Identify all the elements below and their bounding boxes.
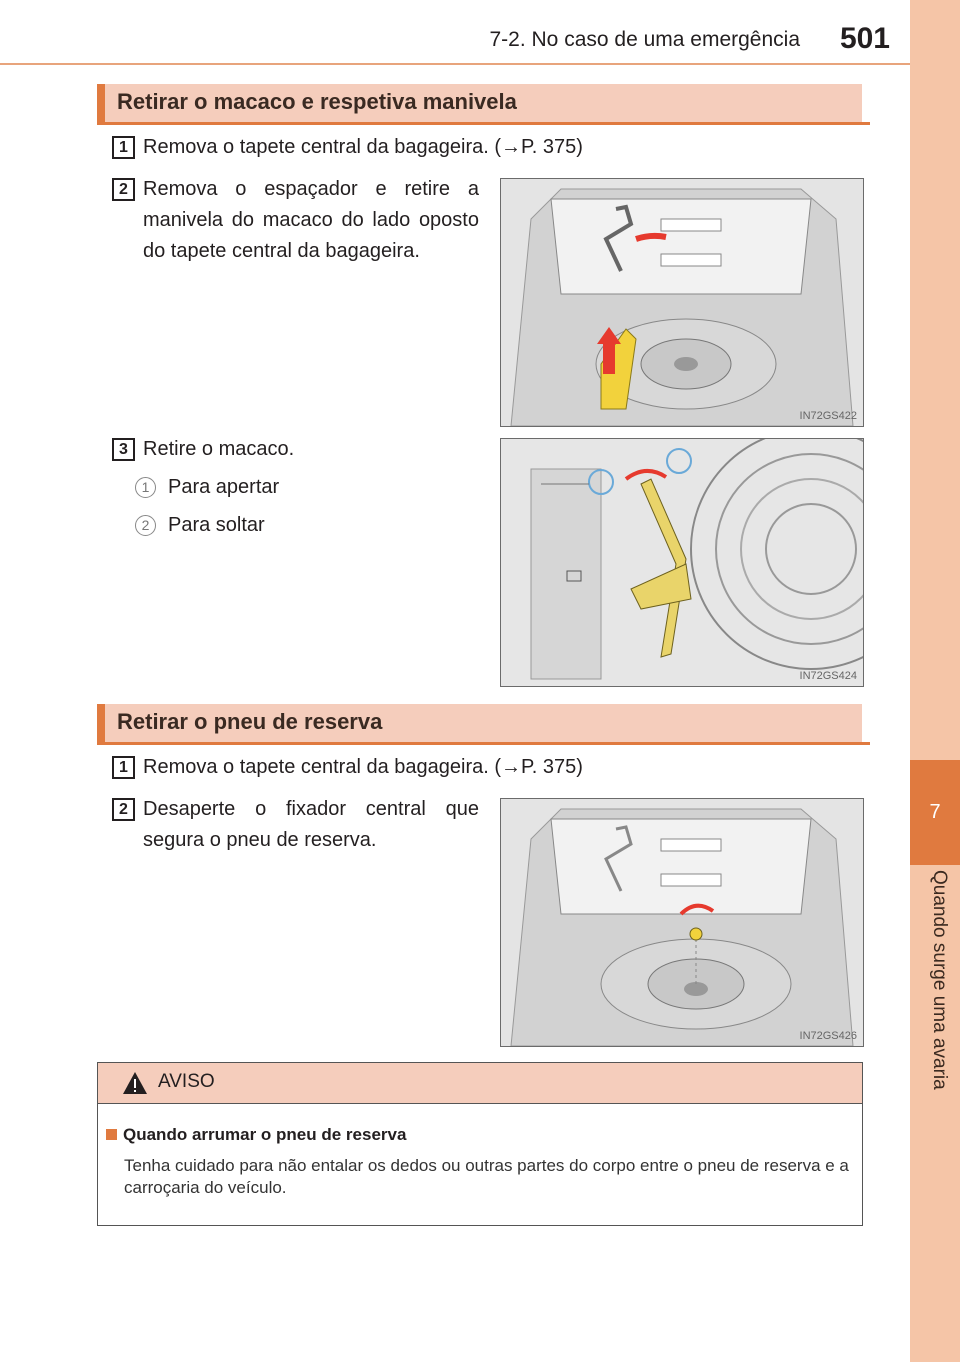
header-rule (0, 63, 910, 65)
trunk-illustration (501, 179, 863, 426)
figure-jack (500, 438, 864, 687)
section-heading-jack (97, 84, 862, 122)
step-badge: 1 (112, 136, 135, 159)
step-text: Retire o macaco. (143, 438, 295, 460)
step-text: Remova o tapete central da bagageira. (→P. 375) (143, 756, 583, 778)
callout-number: 1 (135, 477, 156, 498)
running-header-section: 7-2. No caso de uma emergência (489, 28, 800, 51)
callout-text: Para apertar (168, 476, 280, 498)
spare-tire-illustration (501, 799, 863, 1046)
page-number: 501 (839, 22, 890, 55)
chapter-label: Quando surge uma avaria (929, 870, 950, 1090)
bullet-square-icon (106, 1129, 117, 1140)
step-text: Remova o tapete central da bagageira. (→P. 375) (143, 136, 583, 158)
side-strip (910, 0, 960, 1362)
warning-body: Tenha cuidado para não entalar os dedos ou outras partes do corpo entre o pneu de reserva e a carroçaria do veículo. (124, 1156, 849, 1197)
figure-remove-handle (500, 178, 864, 427)
section-title: Retirar o pneu de reserva (117, 709, 383, 734)
step-text: Remova o espaçador e retire a manivela do macaco do lado oposto do tapete central da bagageira. (143, 178, 479, 262)
warning-title-text: Quando arrumar o pneu de reserva (123, 1125, 407, 1144)
figure-spare-tire (500, 798, 864, 1047)
figure-code: IN72GS426 (799, 1030, 857, 1042)
jack-illustration (501, 439, 863, 686)
warning-triangle-icon (122, 1071, 148, 1095)
section-heading-spare-tire (97, 704, 862, 742)
warning-box (97, 1062, 863, 1226)
step-text: Desaperte o fixador central que segura o pneu de reserva. (143, 798, 479, 851)
warning-header (98, 1063, 862, 1104)
section-title: Retirar o macaco e respetiva manivela (117, 89, 517, 114)
figure-code: IN72GS424 (799, 670, 857, 682)
step-badge: 3 (112, 438, 135, 461)
step-badge: 1 (112, 756, 135, 779)
chapter-tab[interactable]: 7 (910, 760, 960, 865)
warning-label: AVISO (158, 1071, 215, 1092)
warning-title (106, 1125, 406, 1145)
callout-text: Para soltar (168, 514, 265, 536)
figure-code: IN72GS422 (799, 410, 857, 422)
step-badge: 2 (112, 798, 135, 821)
callout-number: 2 (135, 515, 156, 536)
step-badge: 2 (112, 178, 135, 201)
